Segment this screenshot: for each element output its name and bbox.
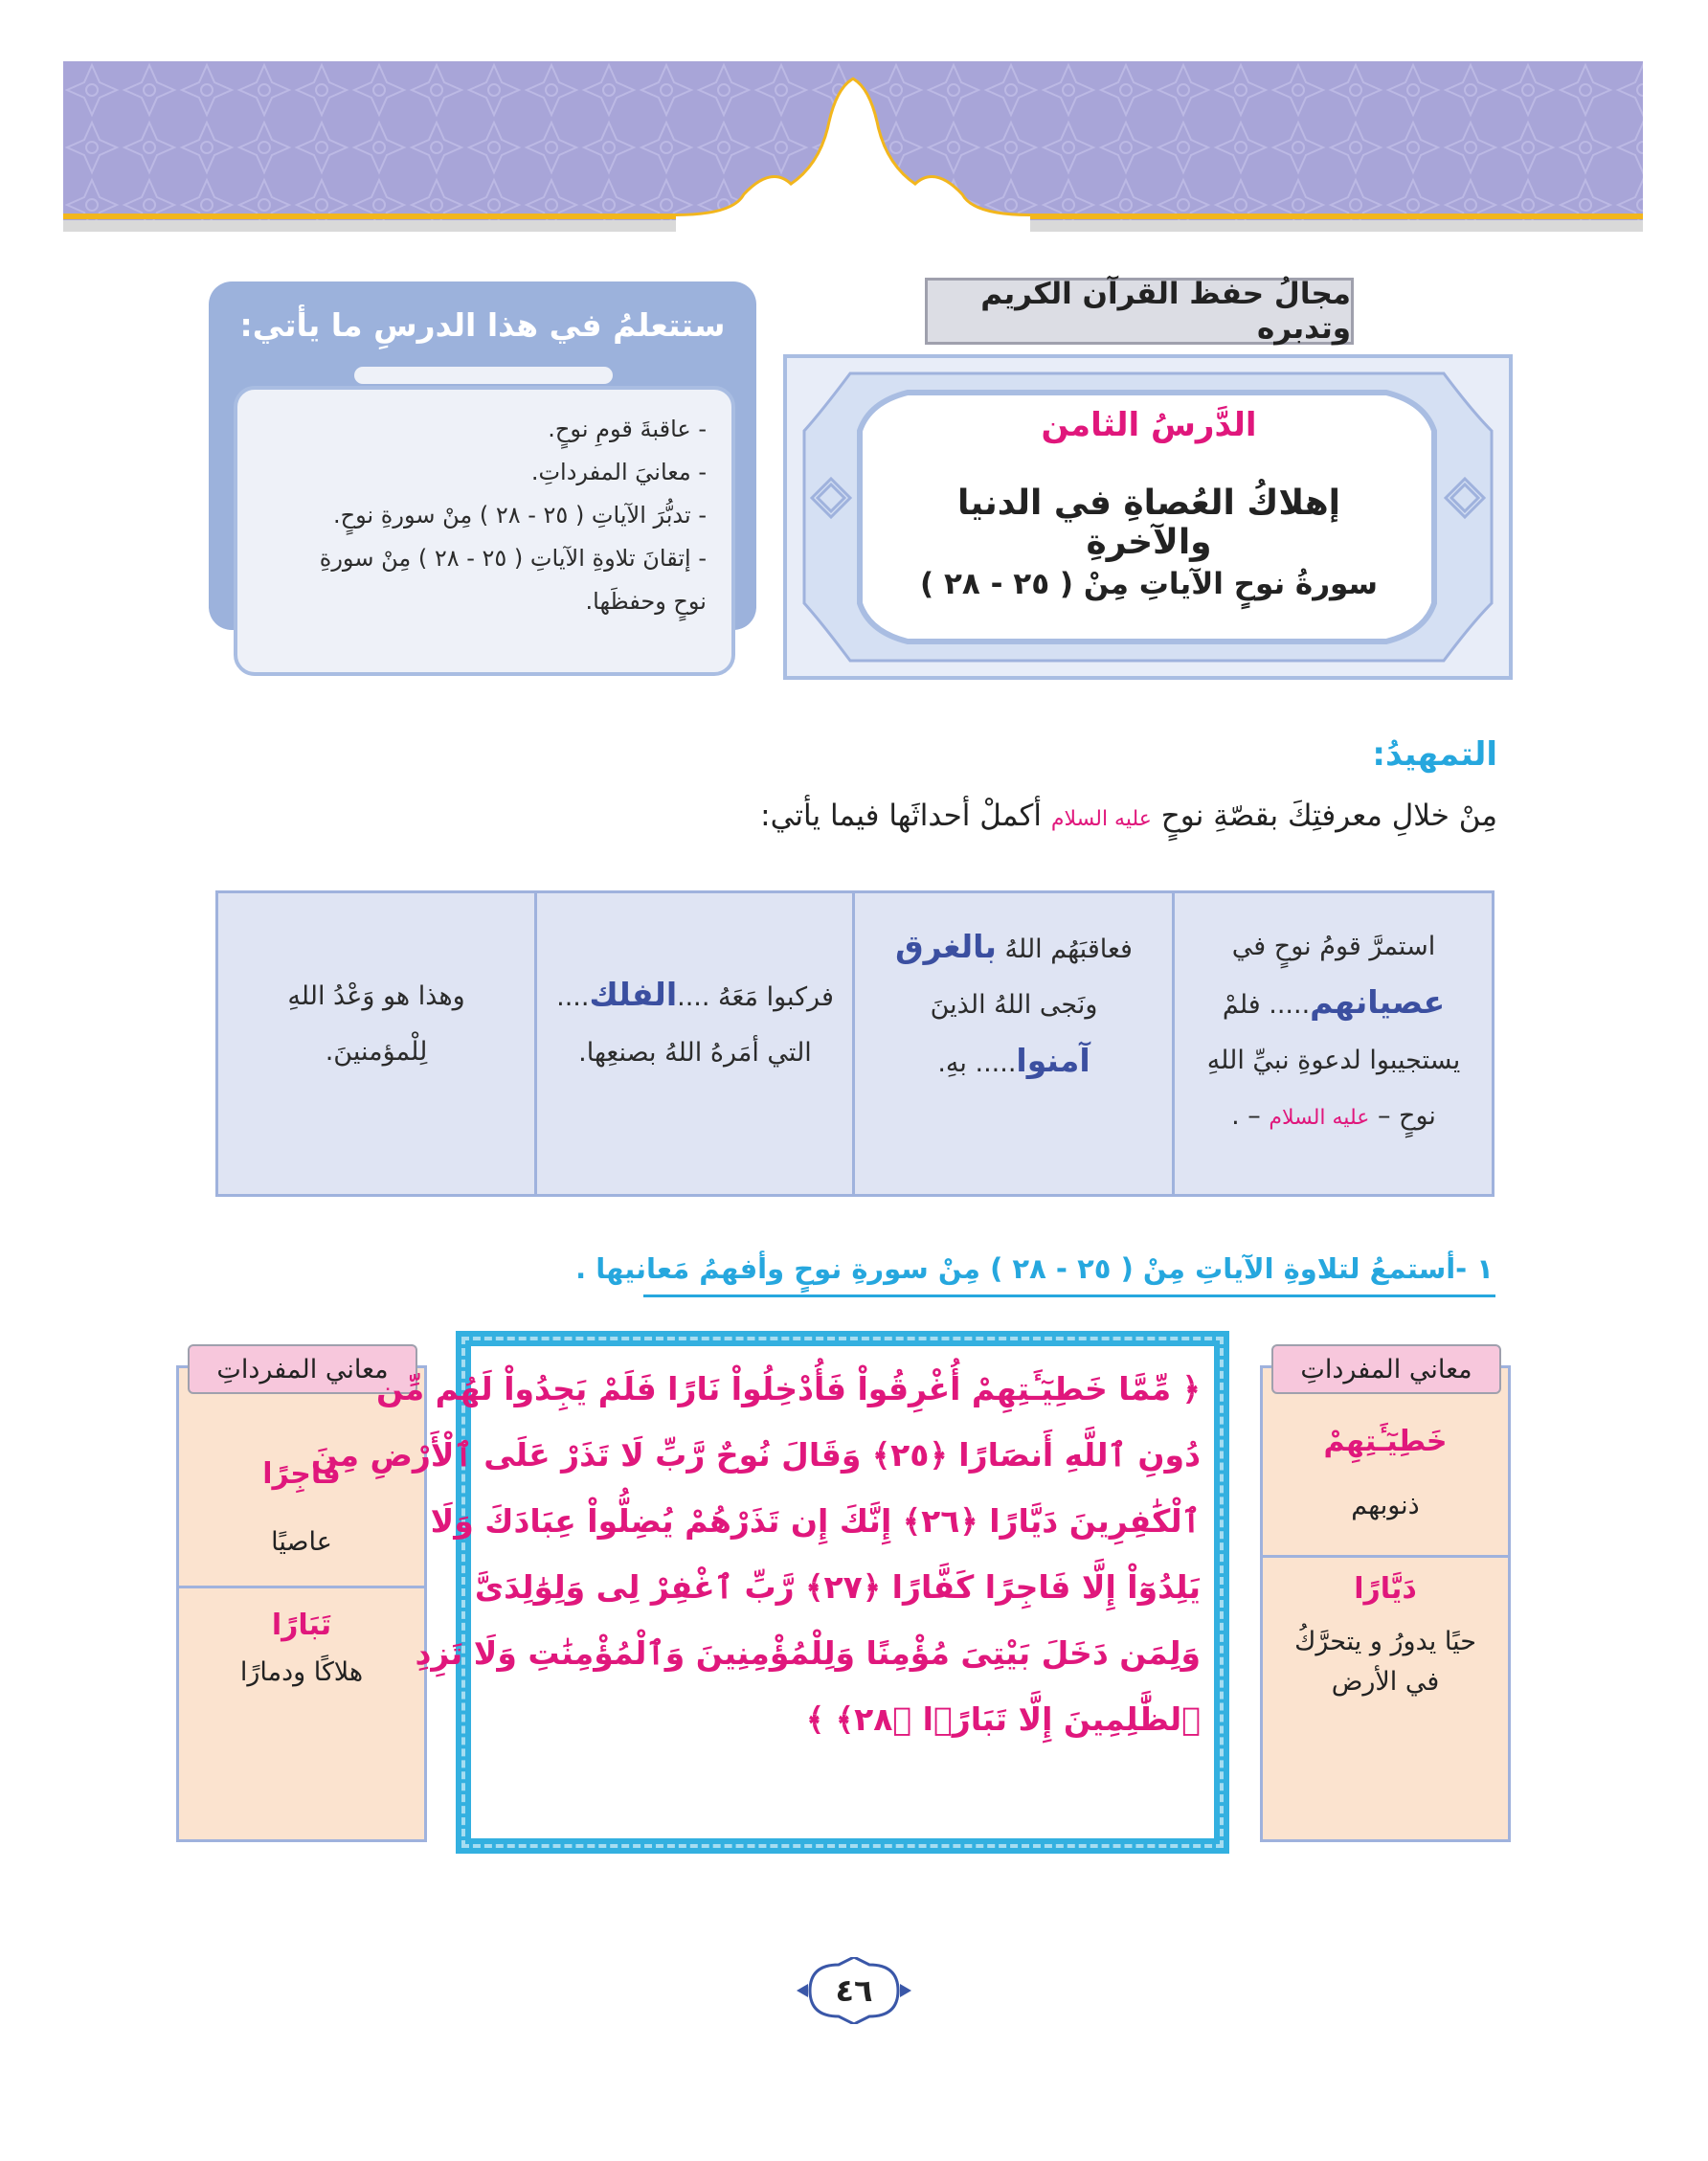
intro-text bbox=[670, 799, 1497, 833]
event-text: ..... بهِ. bbox=[937, 1048, 1017, 1078]
event-text: فعاقبَهُم اللهُ bbox=[1004, 934, 1133, 964]
lesson-title: إهلاكُ العُصاةِ في الدنيا والآخرةِ bbox=[956, 484, 1341, 562]
intro-text-after: أكملْ أحداثَها فيما يأتي: bbox=[760, 799, 1043, 833]
lesson-subtitle: سورةُ نوحٍ الآياتِ مِنْ ( ٢٥ - ٢٨ ) bbox=[920, 567, 1378, 601]
event-text: ونَجى اللهُ الذينَ bbox=[930, 990, 1098, 1020]
vocab-meaning-line: حيًا يدورُ و يتحرَّكُ bbox=[1294, 1627, 1476, 1656]
vocab-meaning: ذنوبهم bbox=[1351, 1491, 1420, 1520]
event-cell-4 bbox=[222, 969, 530, 1080]
vocab-meaning bbox=[1260, 1622, 1511, 1702]
answer-word: عصيانهم bbox=[1310, 983, 1446, 1021]
vocab-divider bbox=[179, 1586, 424, 1588]
objective-item: - إتقانَ تلاوةِ الآياتِ ( ٢٥ - ٢٨ ) مِنْ سورةِ bbox=[319, 545, 707, 572]
answer-word: آمنوا bbox=[1016, 1042, 1090, 1079]
objective-item: نوحٍ وحفظَها. bbox=[585, 588, 707, 615]
objectives-list bbox=[258, 408, 707, 623]
objective-item: - تدبُّرَ الآياتِ ( ٢٥ - ٢٨ ) مِنْ سورةِ نوحٍ. bbox=[332, 502, 707, 529]
activity-title: ١ -أستمعُ لتلاوةِ الآياتِ مِنْ ( ٢٥ - ٢٨ ) مِنْ سورةِ نوحٍ وأفهمُ مَعانيها . bbox=[575, 1252, 1494, 1285]
section-label: مجالُ حفظ القرآن الكريم وتدبره bbox=[925, 278, 1354, 345]
answer-word: الفلك bbox=[589, 976, 678, 1013]
page-number: ٤٦ bbox=[835, 1972, 873, 2009]
activity-underline bbox=[643, 1294, 1495, 1297]
vocab-meaning: هلاكًا ودمارًا bbox=[239, 1657, 364, 1687]
event-cell-1 bbox=[1180, 919, 1488, 1146]
event-text: لِلْمؤمنينَ. bbox=[325, 1037, 428, 1067]
verse-line: دُونِ ٱللَّهِ أَنصَارًا ﴿٢٥﴾ وَقَالَ نُوحٌ رَّبِّ لَا تَذَرْ عَلَى ٱلْأَرْضِ مِنَ bbox=[310, 1436, 1201, 1474]
event-cell-2 bbox=[860, 919, 1168, 1092]
event-text: استمرَّ قومُ نوحٍ في bbox=[1231, 932, 1436, 961]
objectives-divider bbox=[354, 367, 613, 384]
event-text: التي أمَرهُ اللهُ بصنعِها. bbox=[578, 1038, 812, 1068]
verse-line: ٱلْكَٰفِرِينَ دَيَّارًا ﴿٢٦﴾ إِنَّكَ إِن تَذَرْهُمْ يُضِلُّواْ عِبَادَكَ وَلَا bbox=[430, 1502, 1201, 1540]
verse-line: ﴿ مِّمَّا خَطِيٓـَٔتِهِمْ أُغْرِقُواْ فَأُدْخِلُواْ نَارًا فَلَمْ يَجِدُواْ لَهُم مِّن bbox=[376, 1370, 1201, 1407]
event-cell-3 bbox=[542, 967, 848, 1081]
vocab-header-left: معاني المفرداتِ bbox=[188, 1344, 417, 1394]
vocab-meaning-line: في الأرض bbox=[1331, 1667, 1440, 1697]
verse-line: يَلِدُوٓاْ إِلَّا فَاجِرًا كَفَّارًا ﴿٢٧﴾ رَّبِّ ٱغْفِرْ لِى وَلِوَٰلِدَىَّ bbox=[474, 1568, 1201, 1606]
top-banner bbox=[63, 61, 1643, 232]
event-text: يستجيبوا لدعوةِ نبيِّ اللهِ bbox=[1206, 1046, 1461, 1075]
verse-line: ٱلظَّٰلِمِينَ إِلَّا تَبَارًۢا ﴿٢٨﴾ ﴾ bbox=[805, 1700, 1201, 1738]
vocab-word: تَبَارًا bbox=[271, 1609, 332, 1642]
honorific: عليه السلام bbox=[1050, 807, 1152, 831]
vocab-header-right: معاني المفرداتِ bbox=[1271, 1344, 1501, 1394]
intro-text-before: مِنْ خلالِ معرفتِكَ بقصّةِ نوحٍ bbox=[1160, 799, 1497, 833]
verse-line: وَلِمَن دَخَلَ بَيْتِىَ مُؤْمِنًا وَلِلْمُؤْمِنِينَ وَٱلْمُؤْمِنَٰتِ وَلَا تَزِدِ bbox=[415, 1634, 1201, 1672]
table-divider bbox=[534, 890, 537, 1197]
objective-item: - معانيَ المفرداتِ. bbox=[530, 459, 707, 485]
vocab-word: خَطِيٓـَٔتِهِمْ bbox=[1323, 1425, 1448, 1458]
event-text: نوحٍ – bbox=[1377, 1101, 1436, 1131]
event-text: – . bbox=[1231, 1101, 1261, 1131]
event-text: ..... فلمْ bbox=[1222, 990, 1311, 1020]
vocab-meaning: عاصيًا bbox=[271, 1527, 332, 1557]
answer-word: بالغرق bbox=[895, 928, 997, 965]
intro-heading: التمهيدُ: bbox=[1372, 735, 1497, 774]
table-divider bbox=[852, 890, 855, 1197]
vocab-word: دَيَّارًا bbox=[1354, 1572, 1417, 1606]
lesson-number: الدَّرسُ الثامن bbox=[1041, 406, 1257, 444]
objective-item: - عاقبةَ قومِ نوحٍ. bbox=[548, 416, 707, 442]
quran-verses bbox=[310, 1356, 1201, 1752]
table-divider bbox=[1172, 890, 1175, 1197]
objectives-title: ستتعلمُ في هذا الدرسِ ما يأتي: bbox=[239, 306, 726, 344]
vocab-word: فَاجِرًا bbox=[262, 1457, 341, 1491]
event-text: وهذا هو وَعْدُ اللهِ bbox=[287, 981, 465, 1011]
event-text: فركبوا مَعَهُ .... bbox=[677, 982, 834, 1012]
honorific: عليه السلام bbox=[1269, 1106, 1370, 1130]
vocab-divider bbox=[1263, 1555, 1508, 1558]
event-text: .... bbox=[556, 982, 590, 1012]
